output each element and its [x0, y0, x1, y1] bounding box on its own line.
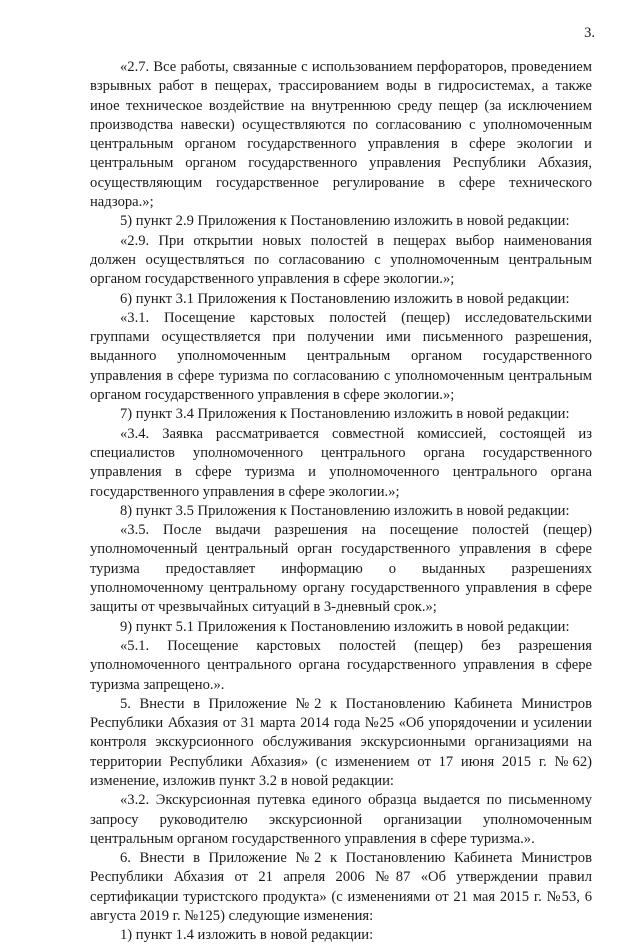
paragraph-3-5-text: «3.5. После выдачи разрешения на посещение полостей (пещер) уполномоченный центральный орган государственного управления в сфере туризма предоставляет информацию о выданных разрешениях уполномоченному центральному органу государственного управления в сфере защиты от чрезвычайных ситуаций в 3-дневный срок.»;	[90, 522, 592, 616]
paragraph-3-2-text: «3.2. Экскурсионная путевка единого образца выдается по письменному запросу руководителю экскурсионной организации уполномоченным центральным органом государственного управления в сфере туризма.».	[90, 792, 592, 847]
paragraph-section-6: 6. Внести в Приложение №2 к Постановлению Кабинета Министров Республики Абхазия от 21 апреля 2006 №87 «Об утверждении правил сертификации туристского продукта» (с изменениями от 21 мая 2015 г. №53, 6 августа 2019 г. №125) следующие изменения:	[90, 850, 592, 925]
paragraph-2-7-text: «2.7. Все работы, связанные с использованием перфораторов, проведением взрывных работ в пещерах, трассированием воды в гидросистемах, а также иное техническое воздействие на внутреннюю среду пещер (за исключением производства навески) осуществляются по согласованию с уполномоченным центральным органом государственного управления в сфере экологии и центральным органом государственного управления Республики Абхазия, осуществляющим государственное регулирование в сфере технического надзора.»;	[90, 59, 592, 211]
paragraph-item-6: 6) пункт 3.1 Приложения к Постановлению изложить в новой редакции:	[120, 290, 570, 307]
paragraph-item-9: 9) пункт 5.1 Приложения к Постановлению изложить в новой редакции:	[120, 618, 570, 635]
paragraph-item-7: 7) пункт 3.4 Приложения к Постановлению изложить в новой редакции:	[120, 406, 570, 423]
paragraph-3-1-text: «3.1. Посещение карстовых полостей (пещер) исследовательскими группами осуществляется при получении ими письменного разрешения, выданного уполномоченным центральным органом государственного управления в сфере туризма по согласованию с уполномоченным центральным органом государственного управления в сфере экологии.»;	[90, 309, 592, 404]
paragraph-item-5: 5) пункт 2.9 Приложения к Постановлению изложить в новой редакции:	[120, 213, 570, 230]
document-body	[90, 58, 592, 946]
paragraph-3-4-text: «3.4. Заявка рассматривается совместной комиссией, состоящей из специалистов уполномоченного центрального органа государственного управления в сфере туризма и уполномоченного центрального органа государственного управления в сфере экологии.»;	[90, 425, 592, 500]
paragraph-2-9-text: «2.9. При открытии новых полостей в пещерах выбор наименования должен осуществляться по согласованию с уполномоченным центральным органом государственного управления в сфере экологии.»;	[90, 232, 592, 288]
paragraph-5-1-text: «5.1. Посещение карстовых полостей (пещер) без разрешения уполномоченного центрального органа государственного управления в сфере туризма запрещено.».	[90, 637, 592, 693]
page-number: 3.	[584, 25, 595, 41]
paragraph-item-1: 1) пункт 1.4 изложить в новой редакции:	[120, 927, 374, 944]
paragraph-item-8: 8) пункт 3.5 Приложения к Постановлению изложить в новой редакции:	[120, 502, 570, 519]
paragraph-section-5: 5. Внести в Приложение №2 к Постановлению Кабинета Министров Республики Абхазия от 31 марта 2014 года №25 «Об упорядочении и усилении контроля экскурсионного обслуживания экскурсионными организациями на территории Республики Абхазия» (с изменением от 17 июня 2015 г. №62) изменение, изложив пункт 3.2 в новой редакции:	[90, 695, 592, 789]
